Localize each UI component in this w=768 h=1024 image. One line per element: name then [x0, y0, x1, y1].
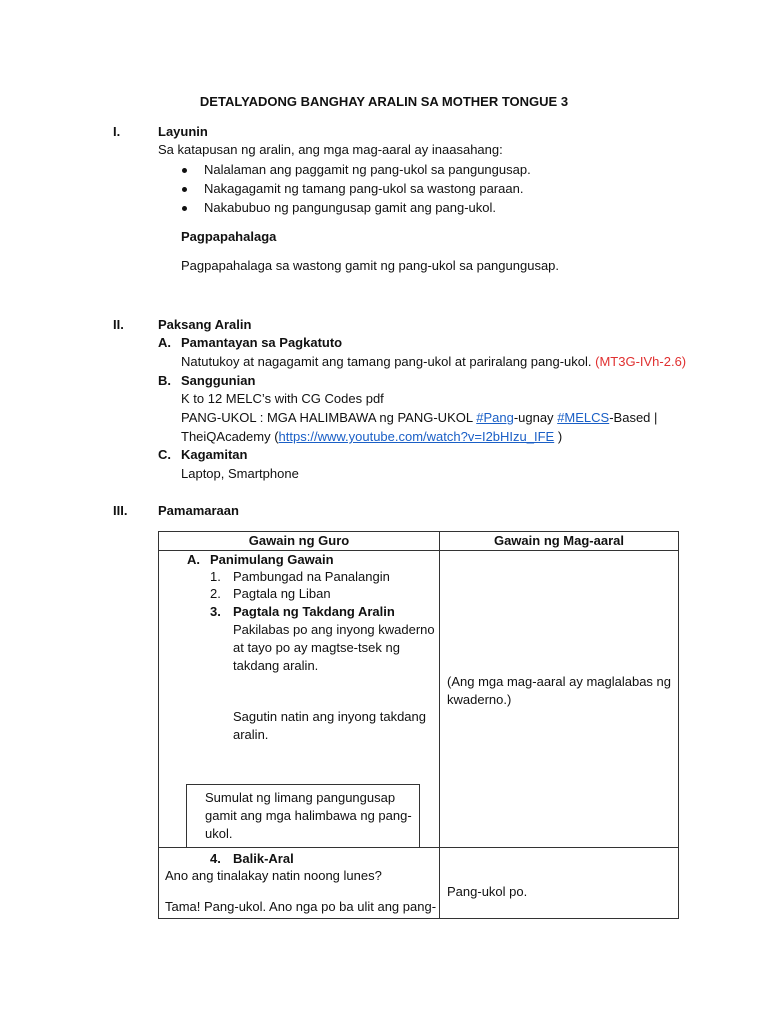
header-student: Gawain ng Mag-aaral	[440, 532, 679, 551]
bullet-icon	[182, 206, 187, 211]
procedure-table	[158, 531, 679, 919]
assignment-line: Sumulat ng limang pangungusap	[205, 790, 396, 805]
step-text: Pagtala ng Liban	[233, 586, 331, 601]
melc-code: (MT3G-IVh-2.6)	[595, 354, 687, 369]
subsection-b-heading: Sanggunian	[181, 373, 256, 388]
teacher-line: at tayo po ay magtse-tsek ng	[233, 640, 400, 655]
step-heading: Balik-Aral	[233, 851, 294, 866]
section-1-numeral: I.	[113, 124, 121, 139]
hashtag-pang-link[interactable]: #Pang	[476, 410, 514, 425]
subsection-c-heading: Kagamitan	[181, 447, 248, 462]
table-row	[159, 551, 679, 848]
section-3-numeral: III.	[113, 503, 128, 518]
teacher-line: Tama! Pang-ukol. Ano nga po ba ulit ang pang-	[165, 899, 437, 914]
teacher-line: aralin.	[233, 727, 269, 742]
part-a-letter: A.	[187, 552, 200, 567]
section-1-heading: Layunin	[158, 124, 208, 139]
assignment-box	[186, 784, 420, 848]
student-line: kwaderno.)	[447, 692, 512, 707]
subsection-a-heading: Pamantayan sa Pagkatuto	[181, 335, 343, 350]
youtube-link[interactable]: https://www.youtube.com/watch?v=I2bHIzu_IFE	[278, 429, 555, 444]
reference-line-1: K to 12 MELC’s with CG Codes pdf	[181, 391, 384, 406]
section-3-heading: Pamamaraan	[158, 503, 239, 518]
bullet-icon	[182, 187, 187, 192]
assignment-line: ukol.	[205, 826, 233, 841]
teacher-line: Pakilabas po ang inyong kwaderno	[233, 622, 435, 637]
reference-text: PANG-UKOL : MGA HALIMBAWA ng PANG-UKOL	[181, 410, 477, 425]
step-number: 1.	[210, 569, 221, 584]
student-line: Pang-ukol po.	[447, 884, 528, 899]
teacher-line: takdang aralin.	[233, 658, 319, 673]
reference-line-3	[181, 428, 562, 446]
table-row	[159, 848, 679, 919]
step-text: Pambungad na Panalangin	[233, 569, 390, 584]
section-2-heading: Paksang Aralin	[158, 317, 252, 332]
reference-text: -Based |	[609, 410, 658, 425]
teacher-line: Ano ang tinalakay natin noong lunes?	[165, 868, 382, 883]
subsection-c-letter: C.	[158, 447, 171, 462]
teacher-line: Sagutin natin ang inyong takdang	[233, 709, 426, 724]
section-2-numeral: II.	[113, 317, 124, 332]
student-line: (Ang mga mag-aaral ay maglalabas ng	[447, 674, 672, 689]
document-title: DETALYADONG BANGHAY ARALIN SA MOTHER TONGUE 3	[199, 94, 569, 109]
student-cell-2	[440, 848, 679, 919]
assignment-line: gamit ang mga halimbawa ng pang-	[205, 808, 412, 823]
materials-text: Laptop, Smartphone	[181, 466, 299, 481]
hashtag-melcs-link[interactable]: #MELCS	[557, 410, 610, 425]
table-header-row	[159, 532, 679, 551]
section-1-intro: Sa katapusan ng aralin, ang mga mag-aaral ay inaasahang:	[158, 142, 503, 157]
part-a-heading: Panimulang Gawain	[210, 552, 334, 567]
header-teacher: Gawain ng Guro	[159, 532, 440, 551]
subsection-a-letter: A.	[158, 335, 171, 350]
step-number: 2.	[210, 586, 221, 601]
reference-line-2	[181, 409, 657, 427]
subsection-a-text	[181, 353, 686, 371]
subsection-b-letter: B.	[158, 373, 171, 388]
bullet-icon	[182, 168, 187, 173]
teacher-cell-2	[159, 848, 440, 919]
student-cell-1	[440, 551, 679, 848]
teacher-cell-1	[159, 551, 440, 848]
bullet-text: Nalalaman ang paggamit ng pang-ukol sa pangungusap.	[204, 162, 531, 177]
pagpapahalaga-heading: Pagpapahalaga	[181, 229, 277, 244]
step-number: 4.	[210, 851, 221, 866]
bullet-text: Nakagagamit ng tamang pang-ukol sa wastong paraan.	[204, 181, 524, 196]
step-number: 3.	[210, 604, 221, 619]
reference-text: -ugnay	[513, 410, 558, 425]
reference-text: )	[554, 429, 563, 444]
learning-standard-text: Natutukoy at nagagamit ang tamang pang-ukol at pariralang pang-ukol.	[181, 354, 592, 369]
step-heading: Pagtala ng Takdang Aralin	[233, 604, 395, 619]
bullet-text: Nakabubuo ng pangungusap gamit ang pang-ukol.	[204, 200, 497, 215]
reference-text: TheiQAcademy (	[181, 429, 279, 444]
pagpapahalaga-text: Pagpapahalaga sa wastong gamit ng pang-ukol sa pangungusap.	[181, 258, 560, 273]
